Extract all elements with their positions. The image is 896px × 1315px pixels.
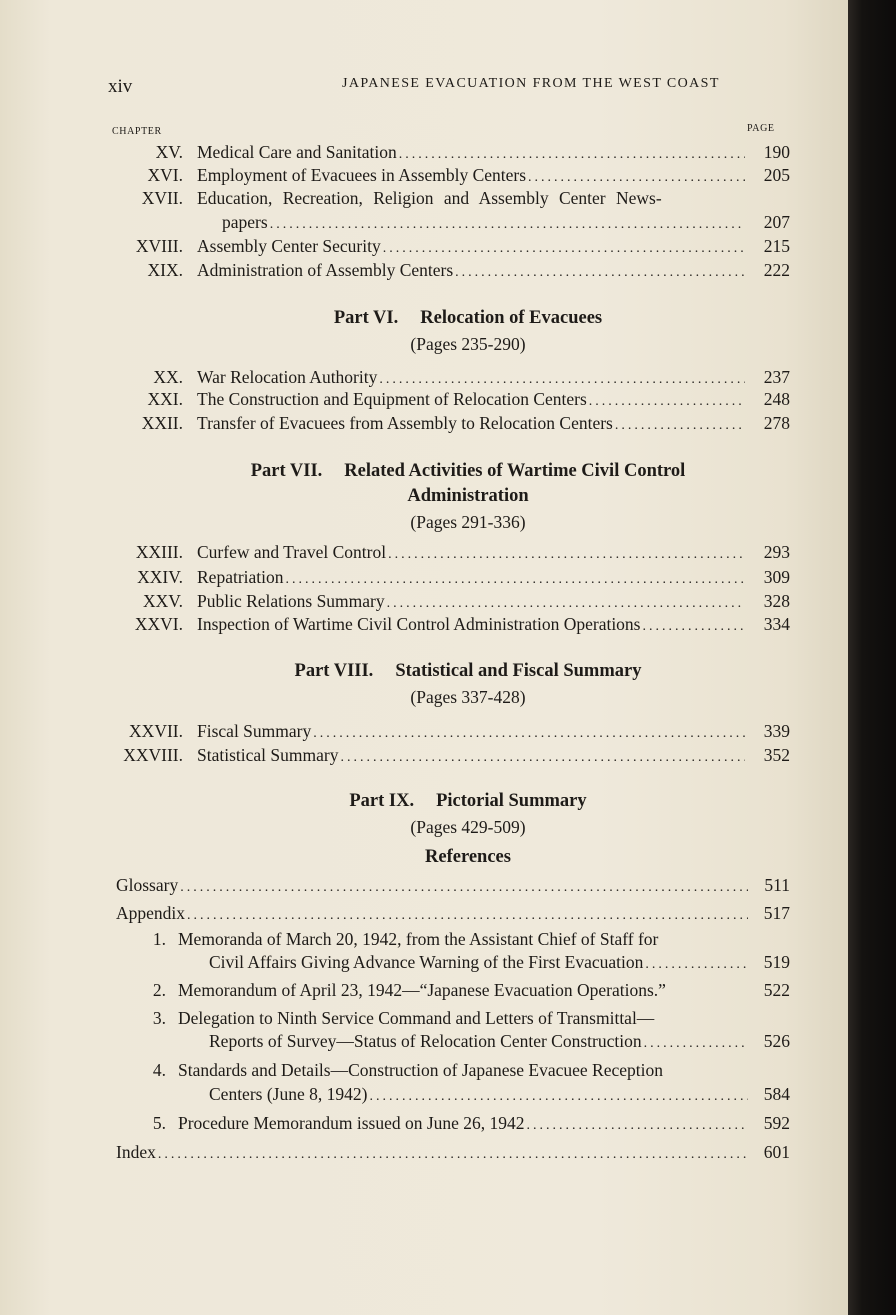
appendix-number: 5.	[152, 1113, 166, 1133]
leader-dots	[284, 572, 745, 588]
entry-title: Glossary	[116, 875, 179, 895]
leader-dots	[367, 1089, 748, 1105]
chapter-title: Inspection of Wartime Civil Control Administration Operations	[197, 614, 641, 634]
chapter-title: Repatriation	[197, 567, 284, 587]
chapter-title: Transfer of Evacuees from Assembly to Relocation Centers	[197, 413, 613, 433]
chapter-number: XXIII.	[135, 542, 183, 562]
leader-dots	[377, 372, 745, 388]
appendix-title: Memorandum of April 23, 1942—“Japanese Evacuation Operations.”	[178, 980, 666, 1000]
chapter-title: Statistical Summary	[197, 745, 339, 765]
toc-entry-chapter-xvii[interactable]	[108, 188, 790, 212]
part-vii-pages: (Pages 291-336)	[410, 512, 526, 532]
leader-dots	[642, 1036, 748, 1052]
part-title: Pictorial Summary	[436, 791, 587, 811]
part-vi-pages: (Pages 235-290)	[410, 334, 526, 354]
leader-dots	[453, 265, 745, 281]
part-label: Part IX.	[349, 791, 415, 811]
chapter-title: Public Relations Summary	[197, 591, 385, 611]
part-title: Statistical and Fiscal Summary	[395, 661, 642, 681]
toc-entry-appendix[interactable]	[116, 903, 790, 927]
leader-dots	[643, 957, 748, 973]
chapter-title: Employment of Evacuees in Assembly Centers	[197, 165, 527, 185]
leader-dots	[311, 726, 745, 742]
chapter-title: Medical Care and Sanitation	[197, 142, 397, 162]
chapter-number: XXIV.	[137, 567, 183, 587]
book-binding-shadow	[848, 0, 896, 1315]
chapter-number: XXII.	[141, 413, 183, 433]
leader-dots	[381, 241, 745, 257]
toc-entry-chapter-xviii[interactable]	[108, 236, 790, 260]
appendix-number: 4.	[152, 1060, 166, 1080]
chapter-title-continuation: papers	[222, 212, 268, 232]
chapter-title: War Relocation Authority	[197, 367, 378, 387]
chapter-page: 215	[763, 236, 790, 256]
appendix-number: 1.	[152, 929, 166, 949]
entry-page: 517	[763, 903, 790, 923]
part-viii-heading	[108, 661, 828, 682]
chapter-title: Fiscal Summary	[197, 721, 312, 741]
chapter-number: XXVI.	[134, 614, 183, 634]
chapter-page: 309	[763, 567, 790, 587]
chapter-number: XXV.	[142, 591, 183, 611]
appendix-title: Procedure Memorandum issued on June 26, 1942	[178, 1113, 525, 1133]
toc-entry-chapter-xvii-cont[interactable]	[108, 212, 790, 236]
chapter-number: XIX.	[147, 260, 183, 280]
appendix-title-continuation: Centers (June 8, 1942)	[209, 1084, 368, 1104]
chapter-page: 278	[763, 413, 790, 433]
entry-title: Index	[116, 1142, 156, 1162]
part-ix-pages: (Pages 429-509)	[410, 817, 526, 837]
appendix-title: Memoranda of March 20, 1942, from the Assistant Chief of Staff for	[178, 929, 659, 949]
leader-dots	[386, 547, 745, 563]
part-vii-heading	[108, 461, 828, 482]
chapter-number: XXI.	[147, 389, 183, 409]
chapter-title: The Construction and Equipment of Relocation Centers	[197, 389, 587, 409]
appendix-title: Delegation to Ninth Service Command and Letters of Transmittal—	[178, 1008, 655, 1028]
leader-dots	[178, 880, 748, 896]
chapter-page: 248	[763, 389, 790, 409]
appendix-item-4[interactable]	[116, 1060, 790, 1084]
chapter-page: 352	[763, 745, 790, 765]
appendix-item-2[interactable]	[116, 980, 790, 1004]
toc-entry-chapter-xxiv[interactable]	[108, 567, 790, 591]
chapter-title: Assembly Center Security	[197, 236, 381, 256]
toc-entry-chapter-xx[interactable]	[108, 367, 790, 391]
chapter-column-label: CHAPTER	[112, 126, 162, 137]
leader-dots	[156, 1147, 748, 1163]
leader-dots	[397, 147, 745, 163]
part-label: Part VII.	[250, 461, 323, 481]
chapter-title: Education, Recreation, Religion and Assembly Center News-	[197, 188, 662, 208]
appendix-title: Standards and Details—Construction of Japanese Evacuee Reception	[178, 1060, 663, 1080]
toc-entry-chapter-xxv[interactable]	[108, 591, 790, 615]
part-label: Part VIII.	[294, 661, 374, 681]
chapter-number: XX.	[153, 367, 183, 387]
toc-entry-chapter-xxii[interactable]	[108, 413, 790, 437]
chapter-page: 207	[763, 212, 790, 232]
leader-dots	[526, 170, 745, 186]
appendix-page: 519	[763, 952, 790, 972]
chapter-number: XVII.	[141, 188, 183, 208]
toc-entry-chapter-xxiii[interactable]	[108, 542, 790, 566]
toc-entry-glossary[interactable]	[116, 875, 790, 899]
leader-dots	[185, 908, 748, 924]
part-vii-heading-line2: Administration	[407, 486, 529, 506]
appendix-page: 522	[763, 980, 790, 1000]
running-head	[108, 74, 788, 100]
toc-entry-chapter-xvi[interactable]	[108, 165, 790, 189]
chapter-number: XV.	[155, 142, 183, 162]
toc-entry-chapter-xxi[interactable]	[108, 389, 790, 413]
chapter-page: 334	[763, 614, 790, 634]
toc-entry-chapter-xxviii[interactable]	[108, 745, 790, 769]
appendix-title-continuation: Civil Affairs Giving Advance Warning of the First Evacuation	[209, 952, 644, 972]
toc-entry-chapter-xv[interactable]	[108, 142, 790, 166]
toc-entry-index[interactable]	[116, 1142, 790, 1166]
entry-title: Appendix	[116, 903, 186, 923]
appendix-page: 592	[763, 1113, 790, 1133]
chapter-page: 222	[763, 260, 790, 280]
toc-entry-chapter-xxvi[interactable]	[108, 614, 790, 638]
entry-page: 601	[763, 1142, 790, 1162]
appendix-page: 526	[763, 1031, 790, 1051]
chapter-number: XXVII.	[129, 721, 183, 741]
toc-entry-chapter-xxvii[interactable]	[108, 721, 790, 745]
chapter-title: Curfew and Travel Control	[197, 542, 387, 562]
appendix-title-continuation: Reports of Survey—Status of Relocation Center Construction	[209, 1031, 642, 1051]
chapter-page: 205	[763, 165, 790, 185]
references-heading: References	[425, 847, 511, 867]
chapter-page: 237	[763, 367, 790, 387]
appendix-item-1-cont[interactable]	[116, 952, 790, 976]
appendix-item-5[interactable]	[116, 1113, 790, 1137]
leader-dots	[525, 1118, 748, 1134]
appendix-item-3-cont[interactable]	[116, 1031, 790, 1055]
appendix-item-3[interactable]	[116, 1008, 790, 1032]
appendix-number: 2.	[152, 980, 166, 1000]
page-number: xiv	[108, 76, 133, 97]
appendix-number: 3.	[152, 1008, 166, 1028]
appendix-item-1[interactable]	[116, 929, 790, 953]
chapter-number: XVI.	[147, 165, 183, 185]
chapter-page: 293	[763, 542, 790, 562]
part-viii-pages: (Pages 337-428)	[410, 687, 526, 707]
running-title: JAPANESE EVACUATION FROM THE WEST COAST	[342, 76, 720, 91]
part-title: Related Activities of Wartime Civil Control	[344, 461, 686, 481]
leader-dots	[587, 394, 745, 410]
leader-dots	[268, 217, 745, 233]
chapter-page: 328	[763, 591, 790, 611]
chapter-number: XXVIII.	[123, 745, 183, 765]
part-ix-heading	[108, 791, 828, 812]
appendix-page: 584	[763, 1084, 790, 1104]
chapter-title: Administration of Assembly Centers	[197, 260, 454, 280]
leader-dots	[613, 418, 745, 434]
toc-entry-chapter-xix[interactable]	[108, 260, 790, 284]
entry-page: 511	[764, 875, 790, 895]
chapter-number: XVIII.	[135, 236, 183, 256]
chapter-page: 339	[763, 721, 790, 741]
page-column-label: PAGE	[747, 123, 775, 134]
leader-dots	[338, 750, 745, 766]
part-label: Part VI.	[333, 308, 399, 328]
leader-dots	[641, 619, 746, 635]
part-title: Relocation of Evacuees	[420, 308, 603, 328]
leader-dots	[385, 596, 745, 612]
chapter-page: 190	[763, 142, 790, 162]
appendix-item-4-cont[interactable]	[116, 1084, 790, 1108]
part-vi-heading	[108, 308, 828, 329]
